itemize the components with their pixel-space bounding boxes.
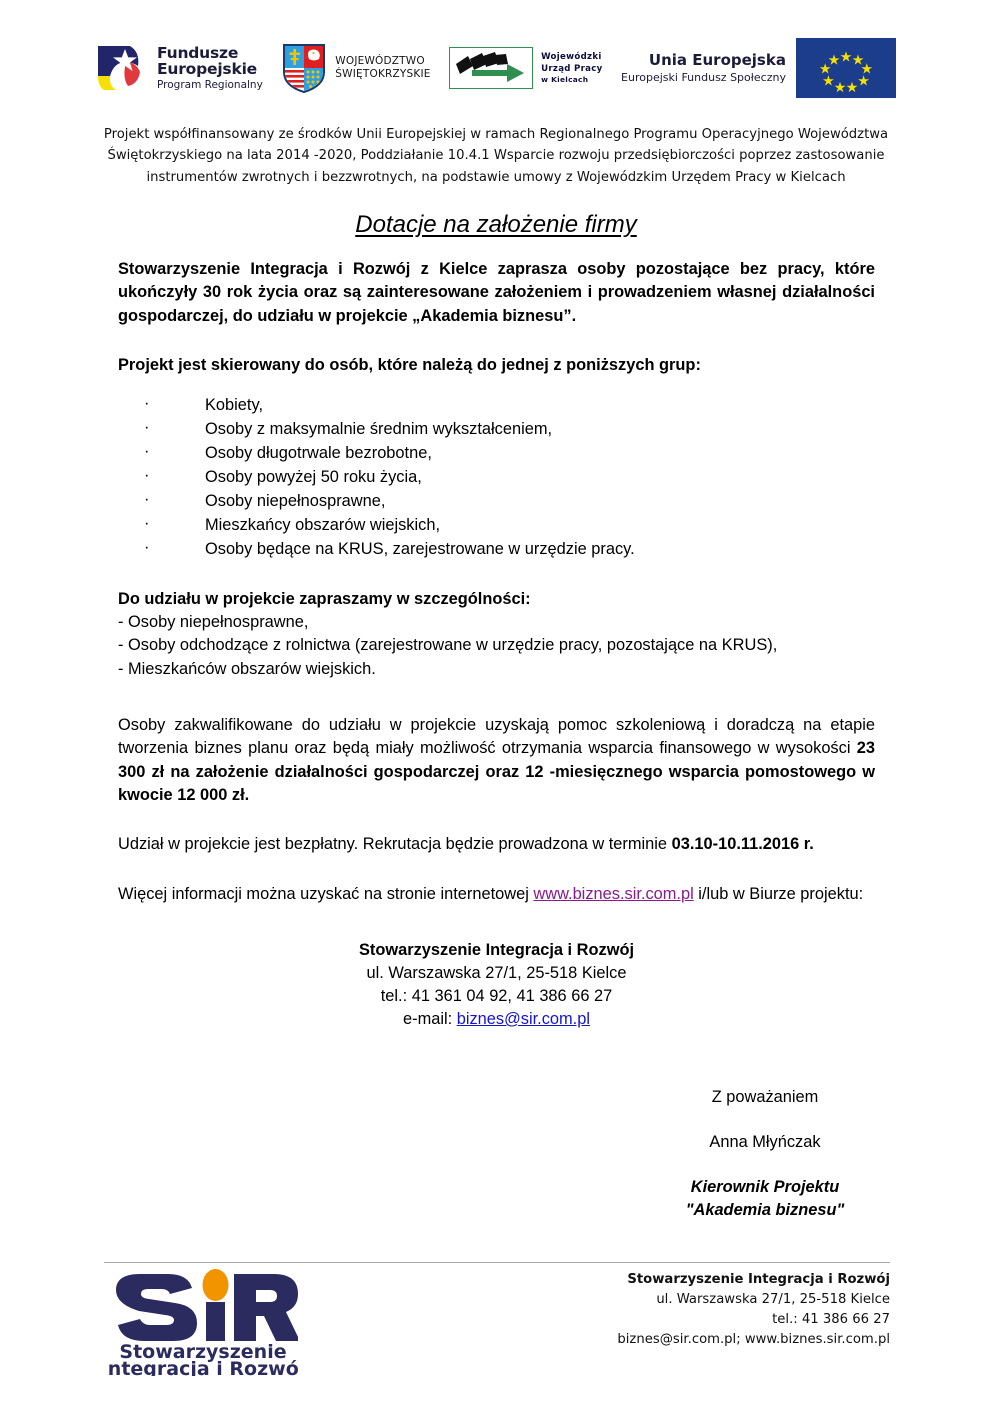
spacer <box>118 807 875 833</box>
list-item <box>118 394 875 418</box>
footer-divider <box>104 1262 890 1263</box>
intro-paragraph: Stowarzyszenie Integracja i Rozwój z Kielce zaprasza osoby pozostające bez pracy, które ukończyły 30 rok życia oraz są zainteresowane założeniem i prowadzeniem własnej działalności gospodarczej, do udziału w projekcie „Akademia biznesu”. <box>118 260 875 325</box>
unia-line2: Europejski Fundusz Społeczny <box>621 71 786 85</box>
spacer <box>118 681 875 714</box>
footer-phone: tel.: 41 386 66 27 <box>772 1312 890 1328</box>
svg-text:Integracja i Rozwój: Integracja i Rozwój <box>108 1358 298 1376</box>
list-item-label: Osoby będące na KRUS, zarejestrowane w urzędzie pracy. <box>205 539 635 558</box>
list-item <box>118 514 875 538</box>
list-item <box>118 466 875 490</box>
swietokrzyskie-coat-of-arms-icon <box>281 42 327 94</box>
logo-unia-europejska <box>621 38 896 98</box>
fundusze-line3: Program Regionalny <box>157 79 263 92</box>
signature-role-line1: Kierownik Projektu <box>690 1177 840 1196</box>
signature-closing: Z poważaniem <box>711 1088 819 1106</box>
list-item-label: Osoby długotrwale bezrobotne, <box>205 444 432 463</box>
groups-heading: Projekt jest skierowany do osób, które należą do jednej z poniższych grup: <box>118 355 701 374</box>
website-link[interactable]: www.biznes.sir.com.pl <box>533 884 694 903</box>
funding-note: Projekt współfinansowany ze środków Unii Europejskiej w ramach Regionalnego Programu Operacyjnego Województwa Świętokrzyskiego na lata 2014 -2020, Poddziałanie 10.4.1 Wsparcie rozwoju przedsiębiorczości poprzez zastosowanie instrumentów zwrotnych i bezzwrotnych, na podstawie umowy z Wojewódzkim Urzędem Pracy w Kielcach <box>103 127 889 185</box>
list-item <box>118 442 875 466</box>
unia-line1: Unia Europejska <box>648 51 786 70</box>
list-item <box>118 490 875 514</box>
list-item <box>118 418 875 442</box>
support-paragraph <box>118 714 875 807</box>
bullet-icon: · <box>144 514 150 532</box>
logo-wojewodztwo-swietokrzyskie <box>281 42 430 94</box>
unia-wordmark <box>621 51 786 84</box>
signature-name: Anna Młyńczak <box>709 1132 821 1151</box>
footer-web: biznes@sir.com.pl; www.biznes.sir.com.pl <box>617 1332 890 1348</box>
more-info-plain-2: i/lub w Biurze projektu: <box>693 884 864 903</box>
bullet-icon: · <box>144 442 150 461</box>
logo-wojewodzki-urzad-pracy <box>449 47 603 89</box>
bullet-icon: · <box>144 418 150 437</box>
fundusze-line1: Fundusze <box>157 43 239 62</box>
page-title: Dotacje na założenie firmy <box>355 211 637 238</box>
bullet-icon: · <box>144 490 150 509</box>
footer-org-name: Stowarzyszenie Integracja i Rozwój <box>627 1272 890 1287</box>
svg-text:Stowarzyszenie: Stowarzyszenie <box>119 1341 287 1363</box>
invite-line-2: - Osoby odchodzące z rolnictwa (zarejestrowane w urzędzie pracy, pozostające na KRUS), <box>118 636 778 655</box>
recruitment-dates: 03.10-10.11.2016 r. <box>671 835 814 854</box>
bullet-icon: · <box>144 537 150 556</box>
document-body <box>118 258 875 1031</box>
bullet-icon: · <box>144 394 150 413</box>
spacer <box>600 1154 930 1176</box>
list-item-label: Osoby z maksymalnie średnim wykształceniem, <box>205 420 553 439</box>
wup-line3: w Kielcach <box>541 74 589 84</box>
office-phone: tel.: 41 361 04 92, 41 386 66 27 <box>380 986 613 1005</box>
signature-block <box>600 1086 930 1222</box>
signature-role-line2: "Akademia biznesu" <box>685 1200 845 1219</box>
office-name: Stowarzyszenie Integracja i Rozwój <box>358 940 635 959</box>
wup-line1: Wojewódzki <box>541 51 602 62</box>
invite-heading: Do udziału w projekcie zapraszamy w szczególności: <box>118 589 531 608</box>
fundusze-line2: Europejskie <box>157 60 257 79</box>
more-info-paragraph <box>118 883 875 906</box>
office-email-label: e-mail: <box>403 1009 457 1028</box>
spacer <box>600 1109 930 1131</box>
office-contact-block <box>118 939 875 1031</box>
list-item-label: Kobiety, <box>205 396 264 415</box>
footer <box>104 1266 890 1376</box>
wojewodztwo-line1: WOJEWÓDZTWO <box>335 55 425 68</box>
spacer <box>118 906 875 939</box>
invite-line-3: - Mieszkańców obszarów wiejskich. <box>118 659 376 678</box>
footer-address: ul. Warszawska 27/1, 25-518 Kielce <box>656 1292 890 1308</box>
spacer <box>118 377 875 394</box>
list-item-label: Mieszkańcy obszarów wiejskich, <box>205 515 441 534</box>
spacer <box>118 328 875 354</box>
spacer <box>118 857 875 883</box>
wup-arrow-mark-icon <box>449 47 533 89</box>
wojewodztwo-wordmark <box>335 55 430 81</box>
office-email-link[interactable]: biznes@sir.com.pl <box>456 1009 590 1028</box>
target-groups-list <box>118 394 875 562</box>
fundusze-europejskie-wordmark <box>157 45 263 92</box>
invite-line-1: - Osoby niepełnosprawne, <box>118 613 309 632</box>
office-address: ul. Warszawska 27/1, 25-518 Kielce <box>366 963 627 982</box>
sir-logo <box>108 1268 298 1376</box>
header-logo-strip <box>96 33 896 103</box>
footer-contact <box>617 1270 890 1350</box>
fundusze-europejskie-star-mark-icon <box>96 42 148 94</box>
wup-line2: Urząd Pracy <box>541 63 603 74</box>
list-item-label: Osoby powyżej 50 roku życia, <box>205 468 422 487</box>
bullet-icon: · <box>144 466 150 485</box>
more-info-plain-1: Więcej informacji można uzyskać na stronie internetowej <box>118 884 534 903</box>
spacer <box>118 562 875 588</box>
wojewodztwo-line2: ŚWIĘTOKRZYSKIE <box>335 68 431 80</box>
office-email-row <box>118 1008 875 1031</box>
list-item-label: Osoby niepełnosprawne, <box>205 492 386 510</box>
support-amount: 23 300 zł na założenie działalności gospodarczej oraz 12 -miesięcznego wsparcia pomostowego w kwocie 12 000 zł. <box>118 739 875 804</box>
eu-flag-icon <box>796 38 896 98</box>
recruitment-paragraph <box>118 833 875 856</box>
logo-fundusze-europejskie <box>96 42 263 94</box>
recruitment-plain: Udział w projekcie jest bezpłatny. Rekrutacja będzie prowadzona w terminie <box>118 835 672 854</box>
support-paragraph-plain: Osoby zakwalifikowane do udziału w projekcie uzyskają pomoc szkoleniową i doradczą na etapie tworzenia biznes planu oraz będą miały możliwość otrzymania wsparcia finansowego w wysokości <box>118 716 875 758</box>
wup-wordmark <box>541 51 603 86</box>
list-item <box>118 538 875 562</box>
